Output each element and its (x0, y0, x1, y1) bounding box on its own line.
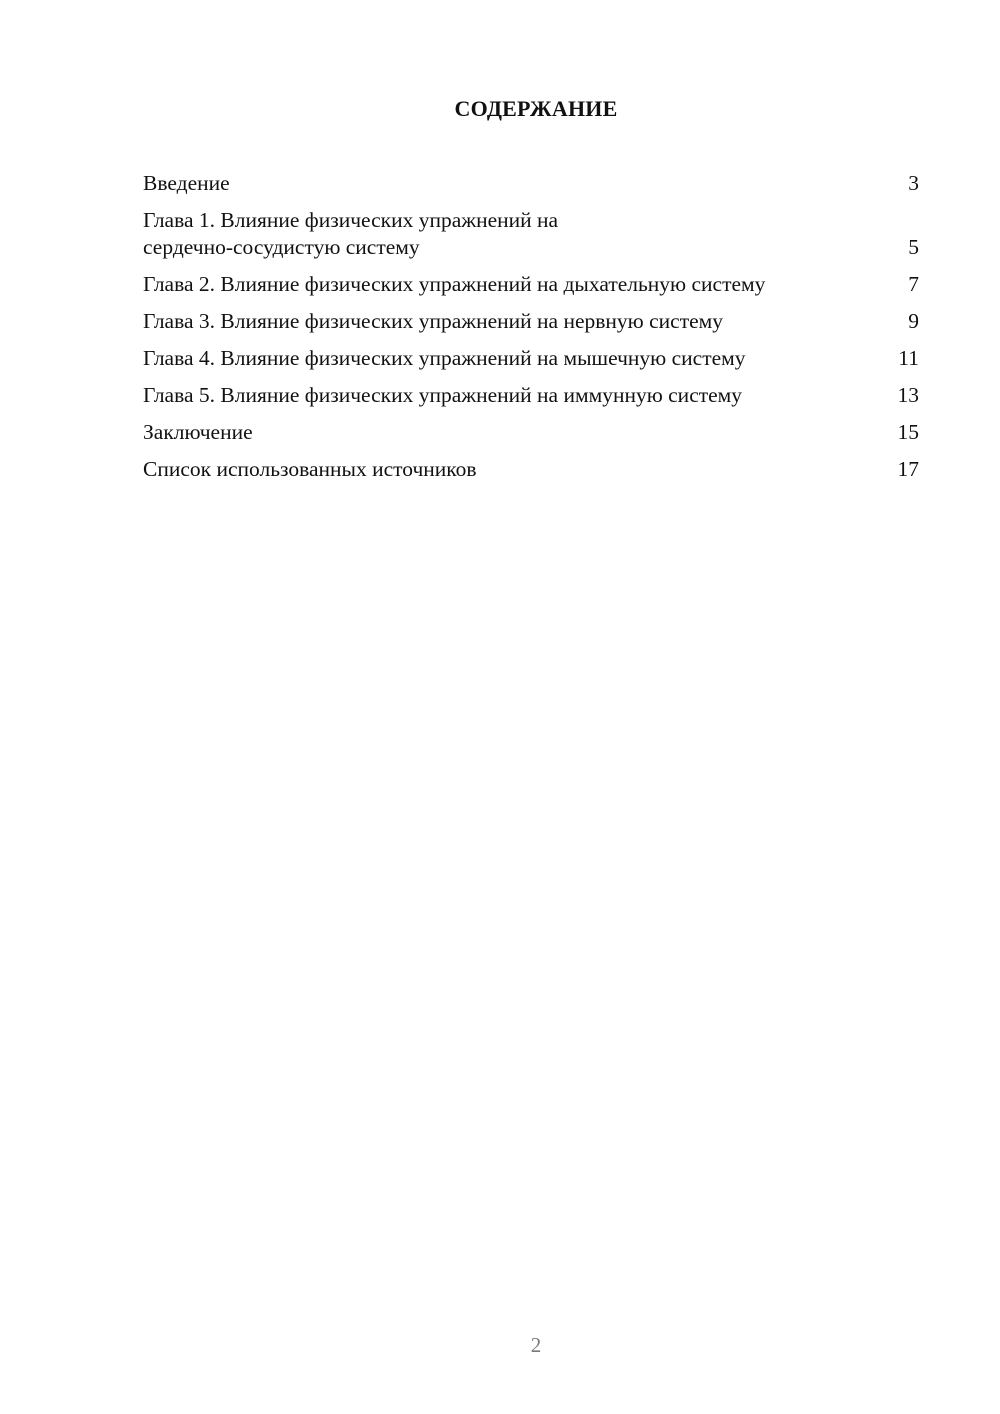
toc-entry-introduction (143, 170, 919, 197)
page-title: СОДЕРЖАНИЕ (454, 96, 618, 121)
toc-entry-conclusion (143, 419, 919, 446)
toc-entry-label: Глава 4. Влияние физических упражнений на мышечную систему (143, 346, 746, 370)
toc-entry-label: Глава 2. Влияние физических упражнений на дыхательную систему (143, 272, 766, 296)
toc-entry-label: Глава 1. Влияние физических упражнений на сердечно-сосудистую систему (143, 208, 559, 259)
toc-entry-page: 11 (898, 346, 919, 370)
toc-entry-label: Заключение (143, 420, 253, 444)
toc-entry-page: 7 (908, 272, 919, 296)
table-of-contents (143, 170, 919, 493)
toc-entry-label: Введение (143, 171, 230, 195)
toc-entry-page: 13 (897, 383, 919, 407)
toc-entry-chapter-5 (143, 382, 919, 409)
page-number: 2 (530, 1333, 542, 1357)
toc-entry-page: 9 (908, 309, 919, 333)
toc-entry-page: 3 (908, 171, 919, 195)
toc-entry-chapter-2 (143, 271, 919, 298)
toc-entry-label: Список использованных источников (143, 457, 477, 481)
toc-entry-chapter-1 (143, 207, 919, 261)
toc-entry-label: Глава 5. Влияние физических упражнений на иммунную систему (143, 383, 743, 407)
toc-entry-chapter-3 (143, 308, 919, 335)
toc-entry-label: Глава 3. Влияние физических упражнений на нервную систему (143, 309, 724, 333)
toc-entry-chapter-4 (143, 345, 919, 372)
toc-entry-page: 17 (897, 457, 919, 481)
toc-entry-references (143, 456, 919, 483)
toc-entry-page: 5 (908, 235, 919, 259)
toc-entry-page: 15 (897, 420, 919, 444)
